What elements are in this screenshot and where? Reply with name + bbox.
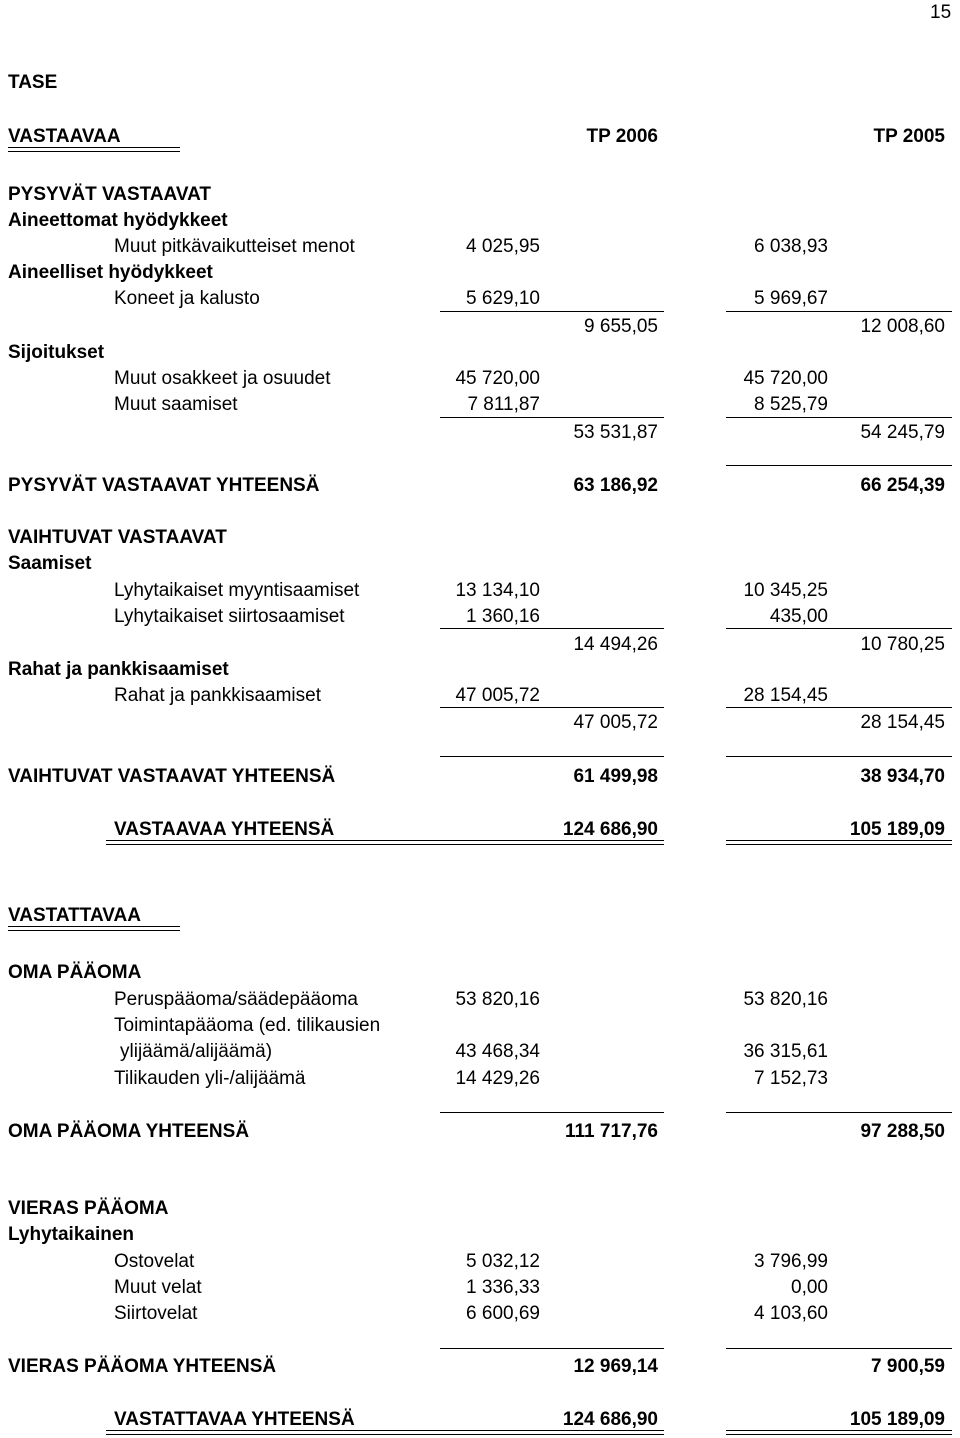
group-heading-rahat: Rahat ja pankkisaamiset [8,659,229,680]
subtotal-2006: 9 655,05 [584,316,658,337]
value-2005: 4 103,60 [754,1303,828,1324]
total-2005: 7 900,59 [871,1356,945,1377]
subtotal-2005: 28 154,45 [860,712,945,733]
group-heading-saamiset: Saamiset [8,553,92,574]
total-2006: 63 186,92 [573,475,658,496]
total-2005: 66 254,39 [860,475,945,496]
value-2006: 14 429,26 [455,1068,540,1089]
value-2005: 6 038,93 [754,236,828,257]
grand-total-2006: 124 686,90 [562,1409,658,1430]
grand-total-double-underline [106,1430,664,1435]
total-2006: 61 499,98 [573,766,658,787]
value-2006: 13 134,10 [455,580,540,601]
row-label: Rahat ja pankkisaamiset [114,685,321,706]
value-2006: 1 336,33 [466,1277,540,1298]
value-2005: 8 525,79 [754,394,828,415]
row-label: Peruspääoma/säädepääoma [114,989,359,1010]
subtotal-2006: 53 531,87 [573,422,658,443]
total-rule [440,756,664,757]
row-label: Lyhytaikaiset siirtosaamiset [114,606,345,627]
subtotal-2005: 10 780,25 [860,634,945,655]
subtotal-rule [440,311,664,312]
value-2006: 7 811,87 [467,394,540,415]
total-label-vaihtuvat: VAIHTUVAT VASTAAVAT YHTEENSÄ [8,766,336,787]
subtotal-2006: 14 494,26 [573,634,658,655]
subtotal-rule [440,707,664,708]
total-rule [726,465,952,466]
value-2005: 53 820,16 [743,989,828,1010]
grand-total-label-vastaavaa: VASTAAVAA YHTEENSÄ [114,819,335,840]
value-2005: 28 154,45 [743,685,828,706]
value-2006: 4 025,95 [466,236,540,257]
group-heading-sijoitukset: Sijoitukset [8,342,105,363]
page-title: TASE [8,72,58,93]
row-label: Siirtovelat [114,1303,198,1324]
section-heading-vaihtuvat: VAIHTUVAT VASTAAVAT [8,527,227,548]
total-2006: 111 717,76 [565,1121,658,1142]
subtotal-rule [726,707,952,708]
heading-double-underline [8,926,180,931]
value-2005: 5 969,67 [754,288,828,309]
subtotal-rule [440,417,664,418]
row-label: Tilikauden yli-/alijäämä [114,1068,306,1089]
grand-total-2005: 105 189,09 [849,819,945,840]
total-2005: 97 288,50 [860,1121,945,1142]
heading-double-underline [8,147,180,152]
subtotal-rule [726,311,952,312]
value-2006: 43 468,34 [455,1041,540,1062]
grand-total-double-underline [726,840,952,845]
vastaavaa-heading: VASTAAVAA [8,126,121,147]
value-2006: 45 720,00 [455,368,540,389]
value-2006: 5 629,10 [466,288,540,309]
total-rule [440,1348,664,1349]
total-2005: 38 934,70 [860,766,945,787]
row-label: ylijäämä/alijäämä) [120,1041,273,1062]
total-2006: 12 969,14 [573,1356,658,1377]
group-heading-aineelliset: Aineelliset hyödykkeet [8,262,213,283]
value-2006: 5 032,12 [466,1251,540,1272]
total-label-vieras: VIERAS PÄÄOMA YHTEENSÄ [8,1356,277,1377]
group-heading-lyhytaikainen: Lyhytaikainen [8,1224,135,1245]
value-2006: 6 600,69 [466,1303,540,1324]
value-2005: 45 720,00 [743,368,828,389]
value-2005: 7 152,73 [754,1068,828,1089]
value-2005: 3 796,99 [754,1251,828,1272]
subtotal-2005: 12 008,60 [860,316,945,337]
subtotal-rule [726,417,952,418]
value-2006: 1 360,16 [466,606,540,627]
column-header-2006: TP 2006 [586,126,658,147]
subtotal-rule [440,628,664,629]
row-label: Koneet ja kalusto [114,288,260,309]
total-label-oma: OMA PÄÄOMA YHTEENSÄ [8,1121,250,1142]
row-label: Muut velat [114,1277,202,1298]
row-label: Ostovelat [114,1251,195,1272]
subtotal-2006: 47 005,72 [573,712,658,733]
section-heading-oma: OMA PÄÄOMA [8,962,142,983]
total-label-pysyvat: PYSYVÄT VASTAAVAT YHTEENSÄ [8,475,320,496]
row-label: Muut osakkeet ja osuudet [114,368,331,389]
column-header-2005: TP 2005 [873,126,945,147]
row-label: Muut pitkävaikutteiset menot [114,236,355,257]
row-label: Toimintapääoma (ed. tilikausien [114,1015,381,1036]
row-label: Muut saamiset [114,394,238,415]
total-rule [440,1112,664,1113]
group-heading-aineettomat: Aineettomat hyödykkeet [8,210,228,231]
grand-total-double-underline [106,840,664,845]
section-heading-vieras: VIERAS PÄÄOMA [8,1198,169,1219]
value-2005: 10 345,25 [743,580,828,601]
subtotal-rule [726,628,952,629]
total-rule [726,756,952,757]
grand-total-2006: 124 686,90 [562,819,658,840]
subtotal-2005: 54 245,79 [860,422,945,443]
grand-total-label-vastattavaa: VASTATTAVAA YHTEENSÄ [114,1409,355,1430]
total-rule [726,1348,952,1349]
value-2006: 53 820,16 [455,989,540,1010]
value-2005: 435,00 [769,606,828,627]
total-rule [726,1112,952,1113]
grand-total-double-underline [726,1430,952,1435]
row-label: Lyhytaikaiset myyntisaamiset [114,580,360,601]
vastattavaa-heading: VASTATTAVAA [8,905,141,926]
value-2006: 47 005,72 [455,685,540,706]
grand-total-2005: 105 189,09 [849,1409,945,1430]
section-heading-pysyvat: PYSYVÄT VASTAAVAT [8,184,212,205]
page-number: 15 [930,2,952,23]
value-2005: 0,00 [791,1277,828,1298]
value-2005: 36 315,61 [743,1041,828,1062]
